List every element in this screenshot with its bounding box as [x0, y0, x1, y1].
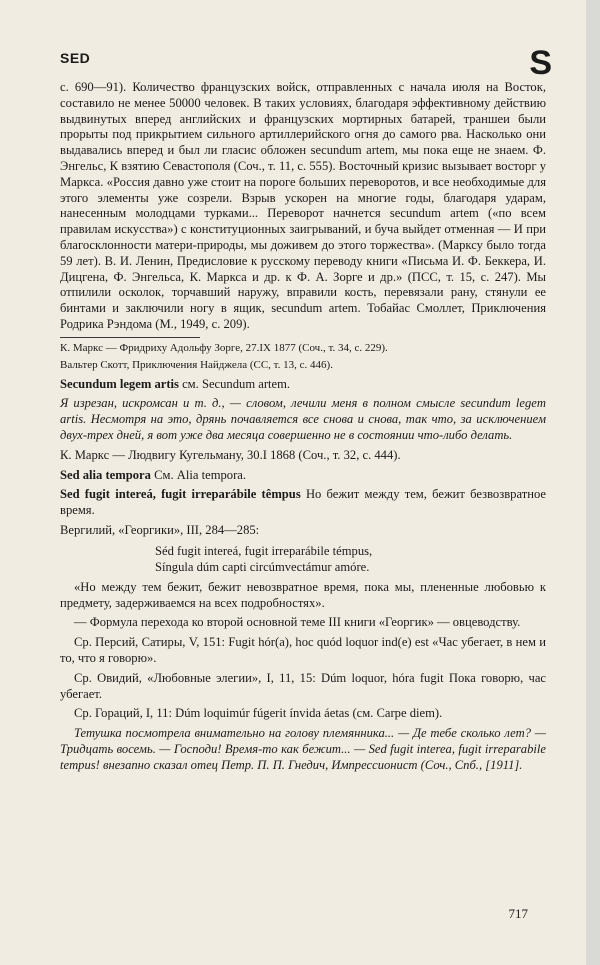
comparison: Ср. Персий, Сатиры, V, 151: Fugit hór(a), hoc quód loquor ind(e) est «Час убегает, в нем и то, что я говорю». — [60, 635, 546, 665]
page-number: 717 — [508, 906, 528, 921]
comparison: Ср. Овидий, «Любовные элегии», I, 11, 15: Dúm loquor, hóra fugit Пока говорю, час убегает. — [60, 670, 546, 701]
section-letter: S — [529, 44, 552, 82]
entry-author: Вергилий, «Георгики», III, 284—285: — [60, 522, 260, 537]
entry-headword: Sed fugit intereá, fugit irreparábile têmpus — [60, 487, 301, 502]
quote-source: К. Маркс — Людвигу Кугельману, 30.I 1868 (Соч., т. 32, с. 444). — [60, 447, 401, 462]
dictionary-entry — [60, 377, 546, 393]
dictionary-entry — [60, 468, 546, 484]
verse-line: Síngula dúm capti circúmvectámur amóre. — [155, 559, 370, 574]
running-head: SED — [60, 50, 91, 66]
verse-block — [60, 543, 546, 575]
entry-headword: Secundum legem artis — [60, 376, 179, 391]
verse-translation: «Но между тем бежит, бежит невозвратное время, пока мы, плененные любовью к предмету, задерживаемся на всех подробностях». — [60, 579, 546, 610]
entry-continuation: с. 690—91). Количество французских войск, отправленных с начала июля на Восток, составило не менее 50000 человек. В таких условиях, благодаря эффективному действию выдвинутых вперед английских и французских мортирных батарей, траншеи были прорыты под прикрытием сильного артиллерийского огня до самого рва. Насколько они выдавались вперед и был ли гласис обложен secundum artem, мы пока еще не знаем. Ф. Энгельс, К взятию Севастополя (Соч., т. 11, с. 555). Восточный кризис вызывает восторг у Маркса. «Россия давно уже стоит на пороге больших переворотов, и все необходимые для этого элементы уже созрели. Взрыв ускорен на многие годы, благодаря ударам, нанесенным молодцами турками... Переворот начнется secundum artem («по всем правилам искусства») с конституционных заигрываний, и буча выйдет отменная — И при благосклонности матери-природы, мы доживем до этого торжества». (Марксу было тогда 59 лет). В. И. Ленин, Предисловие к русскому переводу книги «Письма И. Ф. Беккера, И. Дицгена, Ф. Энгельса, К. Маркса и др. к Ф. А. Зорге и др.» (ПСС, т. 15, с. 247). Мы отпилили осколок, торчавший наружу, вправили кость, перевязали рану, стянули ее бинтами и заключили ногу в ящик, secundum artem. Тобайас Смоллет, Приключения Родрика Рэндома (М., 1949, с. 209). — [60, 80, 546, 331]
entry-quote: Я изрезан, искромсан и т. д., — словом, лечили меня в полном смысле secundum legem artis. Несмотря на это, дрянь почавляется все снова и снова, так что, за исключением двух-трех дней, я вот уже два месяца совершенно не в состоянии что-либо делать. — [60, 396, 546, 442]
verse-line: Séd fugit intereá, fugit irreparábile témpus, — [155, 543, 373, 558]
comparison: Ср. Гораций, I, 11: Dúm loquimúr fúgerit ínvida áetas (см. Carpe diem). — [74, 706, 443, 721]
cross-reference: см. Secundum artem. — [182, 376, 291, 391]
cross-reference: См. Alia tempora. — [154, 467, 247, 482]
footnote: Вальтер Скотт, Приключения Найджела (СС, т. 13, с. 446). — [60, 359, 333, 372]
footnote: К. Маркс — Фридриху Адольфу Зорге, 27.IX 1877 (Соч., т. 34, с. 229). — [60, 341, 388, 354]
footnote-divider — [60, 337, 200, 338]
entry-quote: Тетушка посмотрела внимательно на голову племянника... — Де тебе сколько лет? — Тридцать восемь. — Господи! Время-то как бежит... — Sed fugit interea, fugit irreparabile tempus! внезапно сказал отец Петр. П. П. Гнедич, Импрессионист (Соч., Спб., [1911]. — [60, 726, 546, 772]
dictionary-text — [60, 80, 546, 774]
entry-headword: Sed alia tempora — [60, 467, 151, 482]
entry-translation: Но бежит между тем, бежит безвозвратное время. — [60, 487, 546, 518]
entry-commentary: — Формула перехода ко второй основной теме III книги «Георгик» — овцеводству. — [74, 615, 521, 630]
dictionary-entry — [60, 487, 546, 519]
page-header — [60, 40, 552, 82]
